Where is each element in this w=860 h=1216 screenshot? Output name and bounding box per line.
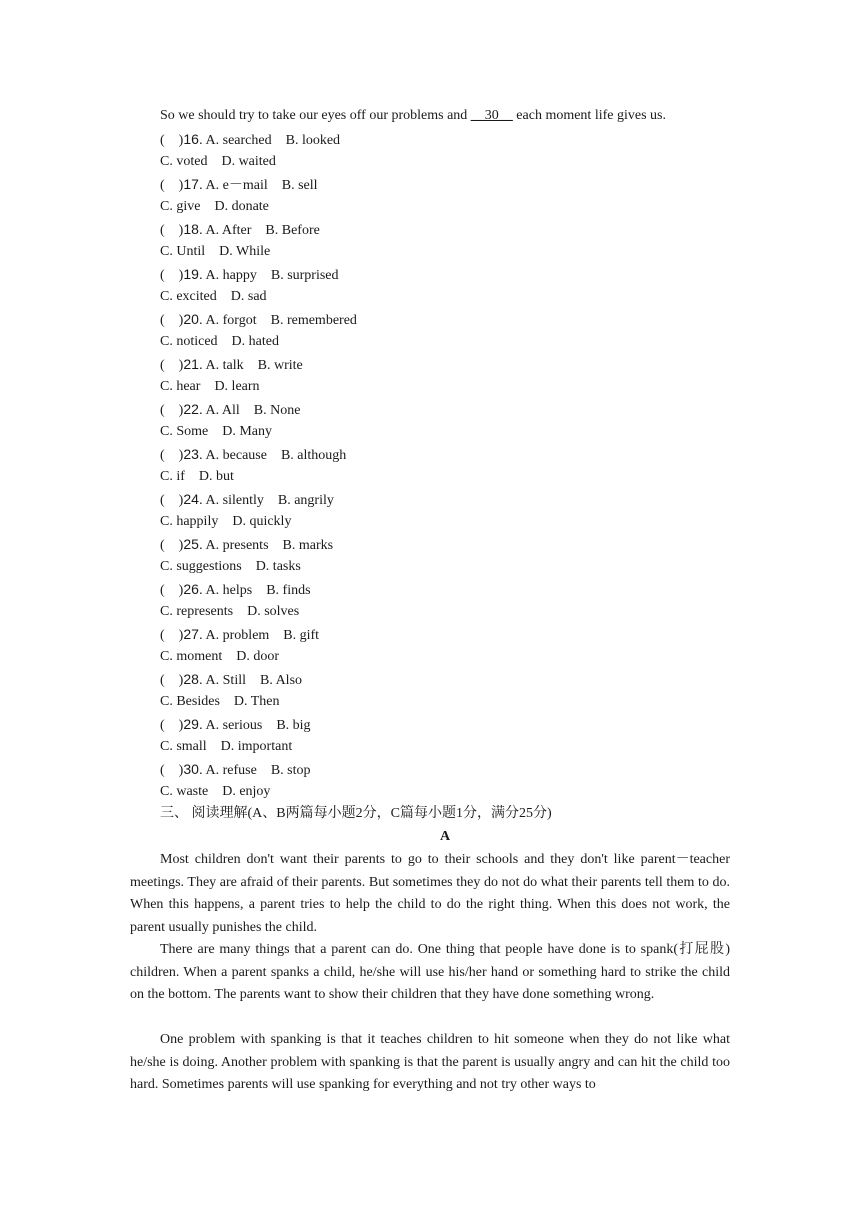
option-b: B. gift: [283, 628, 320, 643]
option-c: C. Some: [160, 423, 209, 439]
option-d: D. solves: [247, 603, 300, 619]
question-19-line-cd: [160, 288, 267, 306]
option-a: A. All: [205, 403, 240, 418]
question-number: 26.: [183, 581, 203, 597]
question-24-line-ab: [160, 490, 334, 510]
option-a: A. serious: [205, 718, 263, 733]
option-b: B. marks: [282, 538, 334, 553]
question-22-line-cd: [160, 423, 272, 441]
option-c: C. hear: [160, 378, 201, 394]
option-d: D. but: [198, 468, 234, 484]
paragraph-2: There are many things that a parent can do. One thing that people have done is to spank(打屁股) children. When a parent spanks a child, he/she will use his/her hand or something hard to strike the child on the bottom. The parents want to show their children that they have done something wrong.: [130, 942, 730, 1002]
option-d: D. quickly: [232, 513, 292, 529]
question-number: 21.: [183, 356, 203, 372]
question-27-line-ab: [160, 625, 319, 645]
option-d: D. tasks: [255, 558, 301, 574]
answer-bracket: ( ): [160, 763, 184, 778]
option-d: D. Many: [222, 423, 273, 439]
option-b: B. looked: [285, 133, 341, 148]
question-20-line-ab: [160, 310, 357, 330]
question-22-line-ab: [160, 400, 300, 420]
option-d: D. While: [219, 243, 271, 259]
option-c: C. Until: [160, 243, 206, 259]
answer-bracket: ( ): [160, 538, 184, 553]
answer-bracket: ( ): [160, 313, 184, 328]
option-c: C. moment: [160, 648, 223, 664]
answer-bracket: ( ): [160, 493, 184, 508]
question-number: 16.: [183, 131, 203, 147]
option-c: C. suggestions: [160, 558, 242, 574]
option-a: A. talk: [205, 358, 244, 373]
question-18-line-ab: [160, 220, 320, 240]
answer-bracket: ( ): [160, 403, 184, 418]
option-d: D. hated: [231, 333, 279, 349]
option-c: C. Besides: [160, 693, 220, 709]
option-a: A. problem: [205, 628, 270, 643]
question-number: 23.: [183, 446, 203, 462]
option-d: D. donate: [214, 198, 269, 214]
answer-bracket: ( ): [160, 223, 184, 238]
blank-30: __30__: [470, 108, 513, 123]
option-d: D. door: [236, 648, 280, 664]
question-19-line-ab: [160, 265, 339, 285]
option-b: B. write: [257, 358, 303, 373]
option-d: D. enjoy: [222, 783, 271, 799]
option-a: A. helps: [205, 583, 253, 598]
option-b: B. big: [276, 718, 311, 733]
answer-bracket: ( ): [160, 718, 184, 733]
answer-bracket: ( ): [160, 178, 184, 193]
question-30-line-cd: [160, 783, 270, 801]
question-24-line-cd: [160, 513, 291, 531]
option-d: D. Then: [233, 693, 280, 709]
question-number: 19.: [183, 266, 203, 282]
question-30-line-ab: [160, 760, 311, 780]
answer-bracket: ( ): [160, 673, 184, 688]
answer-bracket: ( ): [160, 268, 184, 283]
paragraph-3: One problem with spanking is that it teaches children to hit someone when they do not like what he/she is doing. Another problem with spanking is that the parent is usually angry and can hit the child too hard. Sometimes parents will use spanking for everything and not try other ways to: [130, 1032, 730, 1092]
question-29-line-cd: [160, 738, 292, 756]
option-c: C. noticed: [160, 333, 218, 349]
question-28-line-cd: [160, 693, 280, 711]
option-b: B. remembered: [270, 313, 357, 328]
question-25-line-ab: [160, 535, 333, 555]
question-27-line-cd: [160, 648, 279, 666]
question-23-line-cd: [160, 468, 234, 486]
question-number: 24.: [183, 491, 203, 507]
option-b: B. Also: [260, 673, 303, 688]
option-c: C. small: [160, 738, 207, 754]
option-c: C. if: [160, 468, 185, 484]
question-number: 25.: [183, 536, 203, 552]
option-b: B. stop: [270, 763, 311, 778]
question-26-line-cd: [160, 603, 299, 621]
question-number: 30.: [183, 761, 203, 777]
option-b: B. sell: [281, 178, 318, 193]
question-16-line-cd: [160, 153, 276, 171]
option-c: C. represents: [160, 603, 234, 619]
option-c: C. waste: [160, 783, 209, 799]
question-number: 18.: [183, 221, 203, 237]
option-d: D. learn: [214, 378, 260, 394]
question-23-line-ab: [160, 445, 346, 465]
question-17-line-cd: [160, 198, 269, 216]
option-a: A. searched: [205, 133, 272, 148]
option-a: A. Still: [205, 673, 246, 688]
question-17-line-ab: [160, 175, 318, 195]
option-b: B. finds: [266, 583, 311, 598]
question-21-line-cd: [160, 378, 260, 396]
question-number: 29.: [183, 716, 203, 732]
option-c: C. give: [160, 198, 201, 214]
option-d: D. waited: [221, 153, 276, 169]
option-a: A. because: [205, 448, 267, 463]
option-b: B. surprised: [270, 268, 339, 283]
question-28-line-ab: [160, 670, 302, 690]
question-number: 28.: [183, 671, 203, 687]
option-a: A. e－mail: [205, 178, 268, 193]
question-number: 27.: [183, 626, 203, 642]
answer-bracket: ( ): [160, 628, 184, 643]
option-b: B. angrily: [277, 493, 334, 508]
question-18-line-cd: [160, 243, 270, 261]
option-c: C. happily: [160, 513, 219, 529]
answer-bracket: ( ): [160, 358, 184, 373]
option-a: A. presents: [205, 538, 269, 553]
question-16-line-ab: [160, 130, 340, 150]
answer-bracket: ( ): [160, 583, 184, 598]
option-c: C. excited: [160, 288, 217, 304]
question-20-line-cd: [160, 333, 279, 351]
option-b: B. None: [253, 403, 301, 418]
option-d: D. important: [220, 738, 293, 754]
question-26-line-ab: [160, 580, 311, 600]
option-a: A. After: [205, 223, 252, 238]
section-title: 三、 阅读理解(A、B两篇每小题2分，C篇每小题1分，满分25分): [160, 806, 552, 821]
option-a: A. refuse: [205, 763, 257, 778]
option-a: A. happy: [205, 268, 257, 283]
option-a: A. silently: [205, 493, 264, 508]
question-29-line-ab: [160, 715, 311, 735]
paragraph-1: Most children don't want their parents to go to their schools and they don't like parent－teacher meetings. They are afraid of their parents. But sometimes they do not do what their parents tell them to do. When this happens, a parent tries to help the child to do the right thing. When this does not work, the parent usually punishes the child.: [130, 852, 730, 935]
answer-bracket: ( ): [160, 133, 184, 148]
question-number: 20.: [183, 311, 203, 327]
option-a: A. forgot: [205, 313, 257, 328]
question-21-line-ab: [160, 355, 303, 375]
question-number: 22.: [183, 401, 203, 417]
option-b: B. although: [280, 448, 347, 463]
option-d: D. sad: [230, 288, 267, 304]
passage-label: A: [439, 829, 451, 844]
question-25-line-cd: [160, 558, 301, 576]
option-b: B. Before: [265, 223, 320, 238]
option-c: C. voted: [160, 153, 208, 169]
intro-sentence: So we should try to take our eyes off our problems and __30__ each moment life gives us.: [160, 108, 666, 123]
answer-bracket: ( ): [160, 448, 184, 463]
question-number: 17.: [183, 176, 203, 192]
